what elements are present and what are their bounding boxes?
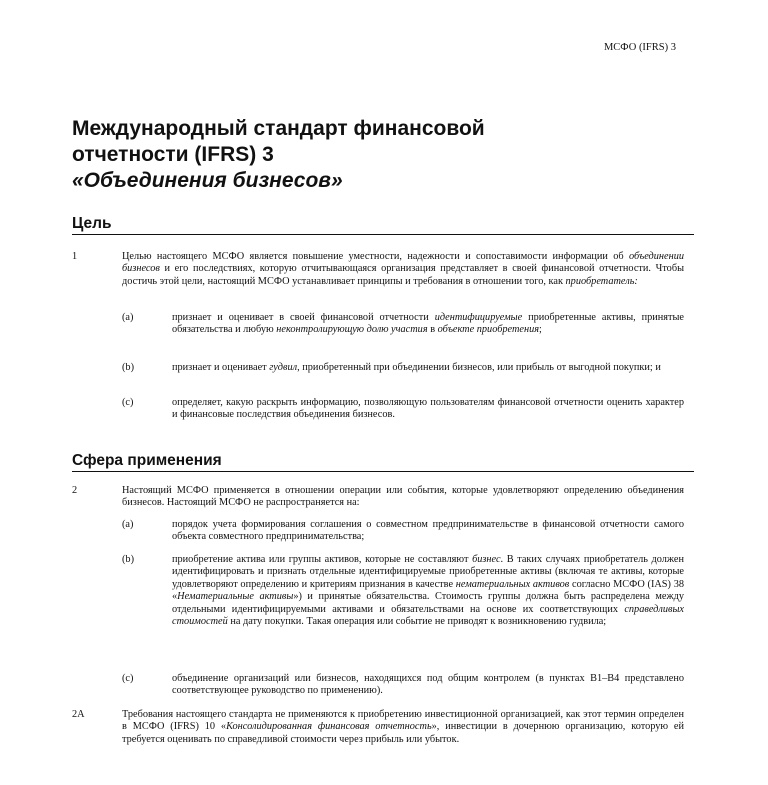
paragraph-number: 2: [72, 485, 78, 496]
title-subtitle: «Объединения бизнесов»: [72, 169, 343, 192]
paragraph-2a: [72, 709, 684, 746]
list-item-1a: (a) признает и оценивает в своей финансовой отчетности идентифицируемые приобретенные активы, принятые обязательства и любую неконтролирующую долю участия в объекте приобретения;: [122, 312, 684, 336]
list-item-label: (b): [122, 554, 135, 565]
title-line-1: Международный стандарт финансовой: [72, 117, 485, 140]
running-header: МСФО (IFRS) 3: [603, 42, 676, 53]
section-heading-scope: Сфера применения: [72, 452, 694, 472]
paragraph-number: 2A: [72, 709, 85, 720]
paragraph-body: Целью настоящего МСФО является повышение уместности, надежности и сопоставимости информации об объединении бизнесов и его последствиях, которую отчитывающаяся организация представляет в своей финансовой отчетности. Чтобы достичь этой цели, настоящий МСФО устанавливает принципы и требования в отношении того, как приобретатель:: [122, 251, 684, 287]
list-item-1c: (c) определяет, какую раскрыть информацию, позволяющую пользователям финансовой отчетности оценить характер и финансовые последствия объединения бизнесов.: [122, 397, 684, 421]
list-item-label: (a): [122, 519, 134, 530]
paragraph-number: 1: [72, 251, 78, 262]
list-item-2b: (b) приобретение актива или группы активов, которые не составляют бизнес. В таких случаях приобретатель должен идентифицировать и признать отдельные идентифицируемые приобретенные активы (включая те активы, которые удовлетворяют определению и критериям признания в качестве нематериальных активов согласно МСФО (IAS) 38 «Нематериальные активы») и принятые обязательства. Стоимость группы должна быть распределена между отдельными идентифицируемыми активами и обязательствами на основе их соответствующих справедливых стоимостей на дату покупки. Такая операция или событие не приводят к возникновению гудвила;: [122, 554, 685, 628]
page-title: [72, 116, 692, 194]
list-item-2a: (a) порядок учета формирования соглашения о совместном предпринимательстве в финансовой отчетности самого объекта совместного предпринимательства;: [122, 519, 684, 543]
paragraph-1: [72, 251, 684, 288]
list-item-label: (c): [122, 673, 134, 684]
paragraph-body: Настоящий МСФО применяется в отношении операции или события, которые удовлетворяют определению объединения бизнесов. Настоящий МСФО не распространяется на:: [122, 485, 684, 509]
list-item-2c: (c) объединение организаций или бизнесов, находящихся под общим контролем (в пунктах B1–B4 представлено соответствующее руководство по применению).: [122, 673, 684, 697]
list-item-label: (b): [122, 362, 135, 373]
list-item-label: (a): [122, 312, 134, 323]
list-item-1b: (b) признает и оценивает гудвил, приобретенный при объединении бизнесов, или прибыль от выгодной покупки; и: [122, 362, 661, 373]
section-heading-goal: Цель: [72, 215, 694, 235]
paragraph-2: [72, 485, 684, 510]
title-line-2: отчетности (IFRS) 3: [72, 143, 274, 166]
paragraph-body: Требования настоящего стандарта не применяются к приобретению инвестиционной организацией, как этот термин определен в МСФО (IFRS) 10 «Консолидированная финансовая отчетность», инвестиции в дочернюю организацию, которую ей требуется оценивать по справедливой стоимости через прибыль или убыток.: [122, 709, 685, 745]
list-item-label: (c): [122, 397, 134, 408]
